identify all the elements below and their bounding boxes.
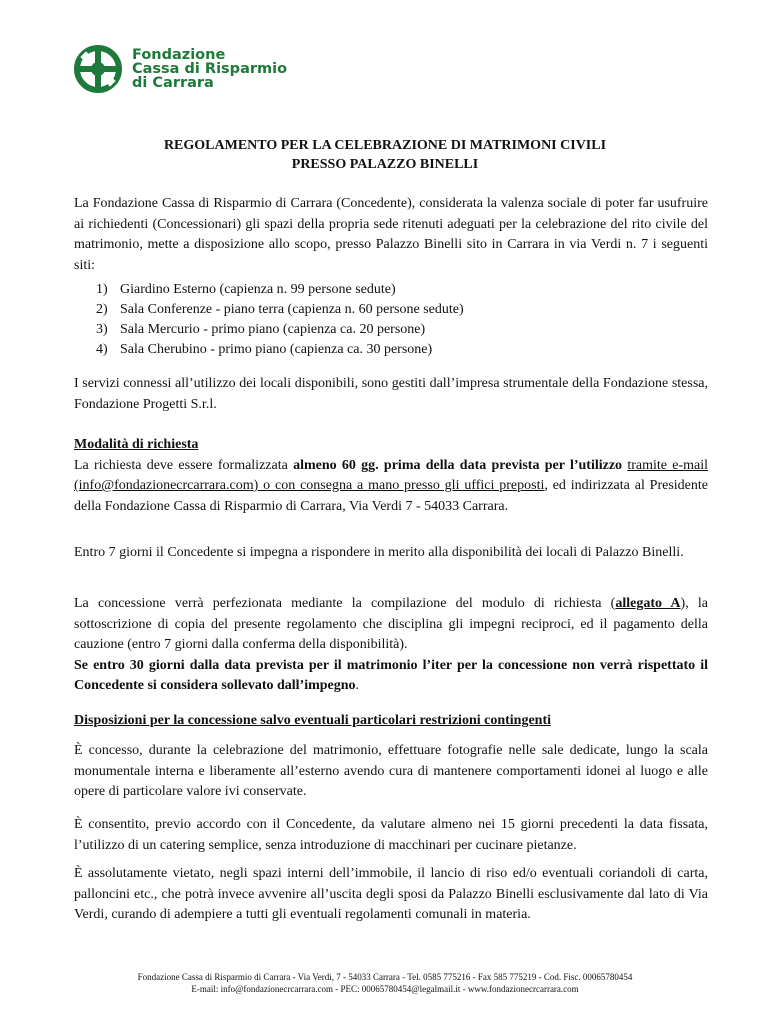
request-heading: Modalità di richiesta <box>74 437 199 452</box>
title-line-2: PRESSO PALAZZO BINELLI <box>291 157 479 172</box>
request-submission-method: tramite e-mail (info@fondazionecrcarrara.com) o con consegna a mano presso gli uffici preposti <box>74 457 708 493</box>
concession-paragraph <box>74 594 708 697</box>
provisions-paragraph-2: È consentito, previo accordo con il Concedente, da valutare almeno nei 15 giorni precedenti la data fissata, l’utilizzo di un catering semplice, senza introduzione di macchinari per cucinare pietanze. <box>74 817 708 853</box>
request-paragraph-1 <box>74 456 708 518</box>
deadline-warning-period: . <box>355 678 360 693</box>
attachment-reference: allegato A <box>615 596 681 611</box>
logo-line-3: di Carrara <box>132 75 214 91</box>
concession-text: La concessione verrà perfezionata mediante la compilazione del modulo di richiesta ( <box>74 596 616 611</box>
provisions-paragraph-1: È concesso, durante la celebrazione del matrimonio, effettuare fotografie nelle sale dedicate, lungo la scala monumentale interna e liberamente all’esterno avendo cura di mantenere comportamenti idonei al luogo e alle opere di particolare valore ivi conservate. <box>74 743 708 799</box>
deadline-warning <box>74 656 708 697</box>
logo-line-1: Fondazione <box>132 47 226 63</box>
request-address: , ed indirizzata al Presidente della Fondazione Cassa di Risparmio di Carrara, Via Verdi 7 - 54033 Carrara. <box>74 478 709 514</box>
list-item <box>74 280 464 300</box>
list-number: 2) <box>96 302 108 317</box>
logo-line-2: Cassa di Risparmio <box>132 61 288 77</box>
list-item <box>74 320 464 340</box>
concession-text-end: ), la sottoscrizione di copia del presente regolamento che disciplina gli impegni reciproci, ed il pagamento della cauzione (entro 7 giorni dalla conferma della disponibilità). <box>74 596 709 652</box>
title-line-1: REGOLAMENTO PER LA CELEBRAZIONE DI MATRIMONI CIVILI <box>163 138 607 153</box>
list-text: Sala Cherubino - primo piano (capienza ca. 30 persone) <box>120 342 433 357</box>
provisions-heading-text: Disposizioni per la concessione salvo eventuali particolari restrizioni contingenti <box>74 713 552 728</box>
list-text: Sala Conferenze - piano terra (capienza n. 60 persone sedute) <box>120 302 464 317</box>
list-text: Giardino Esterno (capienza n. 99 persone sedute) <box>120 282 396 297</box>
list-number: 4) <box>96 342 108 357</box>
provisions-paragraph-3: È assolutamente vietato, negli spazi interni dell’immobile, il lancio di riso ed/o eventuali coriandoli di carta, palloncini etc., che potrà invece avvenire all’uscita degli sposi da Palazzo Binelli esclusivamente dal lato di Via Verdi, curando di adempiere a tutti gli eventuali regolamenti comunali in materia. <box>74 866 708 922</box>
services-paragraph: I servizi connessi all’utilizzo dei locali disponibili, sono gestiti dall’impresa strumentale della Fondazione stessa, Fondazione Progetti S.r.l. <box>74 376 708 412</box>
provisions-heading <box>74 711 708 732</box>
foundation-logo <box>72 43 287 95</box>
foundation-emblem-icon <box>72 43 124 95</box>
request-text: La richiesta deve essere formalizzata <box>74 457 294 473</box>
list-number: 3) <box>96 322 108 337</box>
footer-line-1: Fondazione Cassa di Risparmio di Carrara - Via Verdi, 7 - 54033 Carrara - Tel. 0585 775216 - Fax 585 775219 - Cod. Fisc. 00065780454 <box>137 972 633 982</box>
deadline-warning-text: Se entro 30 giorni dalla data prevista per il matrimonio l’iter per la concessione non verrà rispettato il Concedente si considera sollevato dall’impegno <box>74 657 708 693</box>
response-paragraph: Entro 7 giorni il Concedente si impegna a rispondere in merito alla disponibilità dei locali di Palazzo Binelli. <box>74 545 684 560</box>
list-number: 1) <box>96 282 108 297</box>
request-section <box>74 435 708 517</box>
list-text: Sala Mercurio - primo piano (capienza ca. 20 persone) <box>120 322 426 337</box>
footer-line-2: E-mail: info@fondazionecrcarrara.com - PEC: 00065780454@legalmail.it - www.fondazionecrcarrara.com <box>191 984 579 994</box>
list-item <box>74 300 464 320</box>
logo-text <box>132 48 287 90</box>
document-title <box>0 136 770 174</box>
list-item <box>74 340 464 360</box>
request-deadline: almeno 60 gg. prima della data prevista per l’utilizzo <box>293 457 623 473</box>
sites-list <box>74 280 464 360</box>
page-footer <box>0 971 770 995</box>
intro-paragraph: La Fondazione Cassa di Risparmio di Carrara (Concedente), considerata la valenza sociale di poter far usufruire ai richiedenti (Concessionari) gli spazi della propria sede ritenuti adeguati per la celebrazione del rito civile del matrimonio, mette a disposizione allo scopo, presso Palazzo Binelli sito in Carrara in via Verdi n. 7 i seguenti siti: <box>74 196 708 273</box>
